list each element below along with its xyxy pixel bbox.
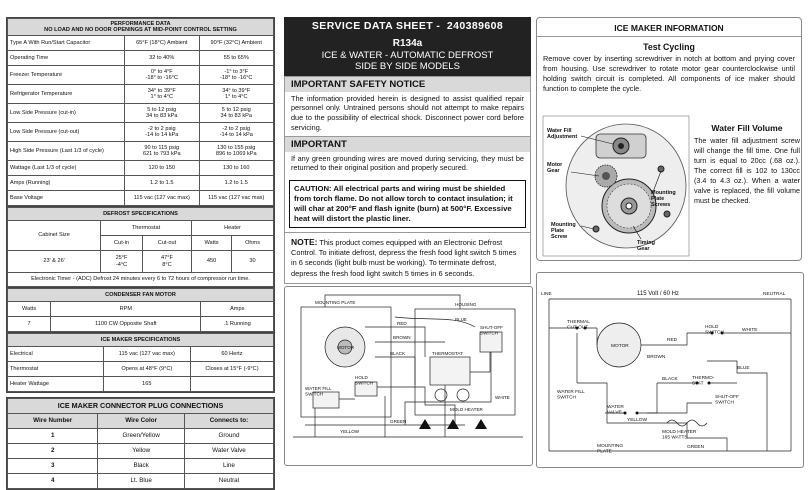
performance-row	[8, 85, 274, 104]
wire-number: 3	[8, 459, 98, 474]
safety-text: The information provided herein is designed to assist qualified repair personnel only. Untrained persons should not attempt to make repairs due to the possibility of electrical shock. Disconnect power cord before servicing.	[291, 93, 524, 132]
schematic-label-white: WHITE	[742, 328, 758, 333]
connector-header: Wire Number	[8, 414, 98, 429]
wire-color: Black	[98, 459, 184, 474]
ice-maker-spec-row	[8, 347, 274, 362]
performance-data-table	[6, 17, 275, 207]
cut-out-value: 47°F 8°C	[142, 251, 191, 273]
ice-maker-spec-value: Opens at 48°F (9°C)	[103, 362, 190, 377]
important-text: If any green grounding wires are moved during servicing, they must be returned to their original position and properly secured.	[291, 153, 524, 173]
wiring-label-heater: MOLD HEATER	[450, 407, 483, 412]
wire-connects-to: Ground	[184, 429, 273, 444]
wiring-label-blue: BLUE	[455, 317, 468, 322]
performance-value-65f: 120 to 150	[125, 161, 199, 176]
water-fill-volume-text: The water fill adjustment screw will change the fill time. One full turn is equal to 20cc (.68 oz.). The correct fill is 102 to 130cc (3.4 to 4.3 oz.). When a water valve is replaced, the fill volume must be checked.	[694, 136, 800, 205]
wire-connects-to: Line	[184, 459, 273, 474]
wiring-label-thermostat: THERMOSTAT	[432, 351, 463, 356]
schematic-label-motor: MOTOR	[611, 344, 629, 349]
left-column	[6, 17, 275, 490]
performance-row	[8, 123, 274, 142]
ice-maker-spec-value: Closes at 15°F (-9°C)	[190, 362, 273, 377]
performance-value-65f: 32 to 40%	[125, 51, 199, 66]
performance-row	[8, 66, 274, 85]
wire-color: Green/Yellow	[98, 429, 184, 444]
performance-label: Low Side Pressure (cut-out)	[8, 123, 125, 142]
watts-value: 450	[191, 251, 231, 273]
schematic-title: 115 Volt / 60 Hz	[637, 291, 679, 297]
condenser-header: Watts	[8, 302, 51, 317]
middle-column	[284, 0, 531, 284]
model-banner: R134a ICE & WATER - AUTOMATIC DEFROST SIDE BY SIDE MODELS	[284, 34, 531, 76]
performance-label: High Side Pressure (Last 1/3 of cycle)	[8, 142, 125, 161]
performance-title: PERFORMANCE DATA NO LOAD AND NO DOOR OPENINGS AT MID-POINT CONTROL SETTING	[8, 19, 274, 36]
schematic-diagram	[536, 272, 804, 468]
cut-out-header: Cut-out	[142, 236, 191, 251]
connector-header: Connects to:	[184, 414, 273, 429]
ice-maker-spec-label: Electrical	[8, 347, 104, 362]
performance-label: Wattage (Last 1/3 of cycle)	[8, 161, 125, 176]
ice-maker-info-title: ICE MAKER INFORMATION	[537, 18, 801, 37]
performance-value-90f: 130 to 155 psig 896 to 1069 kPa	[199, 142, 273, 161]
thermostat-header: Thermostat	[101, 221, 192, 236]
wire-number: 2	[8, 444, 98, 459]
wire-connects-to: Neutral	[184, 474, 273, 489]
schematic-label-shutoff: SHUT-OFF SWITCH	[715, 395, 739, 406]
performance-label: Refrigerator Temperature	[8, 85, 125, 104]
wiring-label-brown: BROWN	[393, 335, 411, 340]
ice-maker-spec-value	[190, 377, 273, 392]
performance-value-65f: 0° to 4°F -18° to -16°C	[125, 66, 199, 85]
wire-connects-to: Water Valve	[184, 444, 273, 459]
performance-row	[8, 161, 274, 176]
schematic-label-red: RED	[667, 338, 678, 343]
service-data-title: SERVICE DATA SHEET - 240389608	[284, 17, 531, 34]
performance-value-65f: 34° to 39°F 1° to 4°C	[125, 85, 199, 104]
schematic-label-black: BLACK	[662, 377, 678, 382]
cut-in-header: Cut-in	[101, 236, 143, 251]
safety-title: IMPORTANT SAFETY NOTICE	[285, 76, 530, 92]
performance-label: Type A With Run/Start Capacitor	[8, 36, 125, 51]
performance-value-65f: 90 to 115 psig 621 to 793 kPa	[125, 142, 199, 161]
callout-timing-gear: Timing Gear	[637, 240, 655, 252]
defrost-timer-note: Electronic Timer - (ADC) Defrost 24 minutes every 6 to 72 hours of compressor run time.	[8, 273, 274, 287]
callout-motor-gear: Motor Gear	[547, 162, 563, 174]
defrost-specs-table	[6, 207, 275, 288]
ice-maker-spec-value: 60 Hertz	[190, 347, 273, 362]
cut-in-value: 25°F -4°C	[101, 251, 143, 273]
wiring-label-white: WHITE	[495, 395, 510, 400]
defrost-title: DEFROST SPECIFICATIONS	[8, 208, 274, 221]
performance-row	[8, 51, 274, 66]
ice-maker-spec-label: Thermostat	[8, 362, 104, 377]
cabinet-size-value: 23' & 26'	[8, 251, 101, 273]
water-fill-volume-section	[694, 123, 800, 206]
ice-maker-spec-value: 165	[103, 377, 190, 392]
schematic-label-line: LINE	[541, 292, 552, 297]
wiring-label-red: RED	[397, 321, 407, 326]
connector-row	[8, 429, 274, 444]
connector-row	[8, 444, 274, 459]
ice-maker-spec-row	[8, 377, 274, 392]
schematic-label-blue: BLUE	[737, 366, 750, 371]
ice-maker-spec-label: Heater Wattage	[8, 377, 104, 392]
condenser-value: 1100 CW Opposite Shaft	[51, 317, 201, 332]
test-cycling-text: Remove cover by inserting screwdriver in notch at bottom and prying cover from housing. Use screwdriver to rotate motor gear counterclockwise until holding switch circuit is completed. All components of ice maker should function to complete the cycle.	[543, 54, 795, 93]
schematic-label-plate: MOUNTING PLATE	[597, 444, 624, 455]
performance-label: Base Voltage	[8, 191, 125, 206]
wiring-label-motor: MOTOR	[337, 345, 355, 350]
ice-maker-spec-value: 115 vac (127 vac max)	[103, 347, 190, 362]
wiring-label-shutoff: SHUT-OFF SWITCH	[480, 325, 503, 336]
right-column	[536, 0, 802, 261]
caution-box: CAUTION: All electrical parts and wiring must be shielded from torch flame. Do not allow torch to contact insulation; it will char at 200°F and flash ignite (burn) at 500°F. Excessive heat will distort the plastic liner.	[289, 180, 526, 228]
condenser-title: CONDENSER FAN MOTOR	[8, 289, 274, 302]
performance-row	[8, 36, 274, 51]
test-cycling-title: Test Cycling	[643, 42, 695, 52]
schematic-label-valve: WATER VALVE	[607, 405, 624, 416]
schematic-label-heater: MOLD HEATER 165 WATTS	[662, 430, 697, 441]
ice-maker-gear-illustration	[541, 114, 691, 258]
performance-value-90f: 90°F (32°C) Ambient	[199, 36, 273, 51]
note-box: NOTE: This product comes equipped with an Electronic Defrost Control. To initiate defrost, depress the fresh food light switch 5 times in 6 seconds (light bulb must be working). To terminate defrost, depress the fresh food light switch 5 times in 6 seconds.	[285, 232, 530, 282]
connector-plug-table	[6, 397, 275, 490]
wiring-label-plate: MOUNTING PLATE	[315, 300, 356, 305]
ice-maker-spec-row	[8, 362, 274, 377]
cabinet-size-label: Cabinet Size	[8, 221, 101, 251]
performance-label: Freezer Temperature	[8, 66, 125, 85]
connector-title: ICE MAKER CONNECTOR PLUG CONNECTIONS	[8, 399, 274, 414]
wire-color: Lt. Blue	[98, 474, 184, 489]
schematic-label-yellow: YELLOW	[627, 418, 647, 423]
performance-row	[8, 191, 274, 206]
schematic-label-brown: BROWN	[647, 355, 666, 360]
performance-row	[8, 104, 274, 123]
performance-value-65f: 65°F (18°C) Ambient	[125, 36, 199, 51]
performance-value-90f: 130 to 160	[199, 161, 273, 176]
heater-header: Heater	[191, 221, 273, 236]
wiring-label-black: BLACK	[390, 351, 406, 356]
ice-maker-specs-table	[6, 333, 275, 393]
ohms-header: Ohms	[232, 236, 274, 251]
performance-value-90f: 115 vac (127 vac max)	[199, 191, 273, 206]
water-fill-volume-title: Water Fill Volume	[711, 123, 783, 133]
performance-value-65f: 5 to 12 psig 34 to 83 kPa	[125, 104, 199, 123]
condenser-value: .1 Running	[201, 317, 274, 332]
watts-header: Watts	[191, 236, 231, 251]
callout-fill-adjustment: Water Fill Adjustment	[547, 128, 578, 140]
connector-header: Wire Color	[98, 414, 184, 429]
performance-value-90f: -1° to 3°F -18° to -16°C	[199, 66, 273, 85]
callout-plate-screws: Mounting Plate Screws	[651, 190, 676, 208]
schematic-label-thermal: THERMAL CUT OUT	[567, 320, 590, 331]
performance-value-65f: 1.2 to 1.5	[125, 176, 199, 191]
wire-number: 4	[8, 474, 98, 489]
performance-value-90f: 34° to 39°F 1° to 4°C	[199, 85, 273, 104]
wiring-label-fill: WATER FILL SWITCH	[305, 386, 332, 397]
schematic-label-hold: HOLD SWITCH	[705, 325, 724, 336]
performance-value-65f: -2 to 2 psig -14 to 14 kPa	[125, 123, 199, 142]
wiring-diagram	[284, 286, 533, 466]
performance-value-90f: 5 to 12 psig 34 to 83 kPa	[199, 104, 273, 123]
schematic-label-thermostat: THERMO-STAT	[692, 376, 715, 387]
condenser-header: Amps	[201, 302, 274, 317]
condenser-header: RPM	[51, 302, 201, 317]
wiring-label-housing: HOUSING	[455, 302, 477, 307]
performance-label: Amps (Running)	[8, 176, 125, 191]
schematic-label-neutral: NEUTRAL	[763, 292, 786, 297]
wiring-label-yellow: YELLOW	[340, 429, 360, 434]
wiring-label-green: GREEN	[390, 419, 407, 424]
condenser-value: 7	[8, 317, 51, 332]
performance-value-90f: 55 to 65%	[199, 51, 273, 66]
ice-maker-info-box	[536, 17, 802, 261]
schematic-label-fill: WATER FILL SWITCH	[557, 390, 585, 401]
important-title: IMPORTANT	[285, 136, 530, 152]
callout-plate-screw: Mounting Plate Screw	[551, 222, 576, 240]
wiring-label-hold: HOLD SWITCH	[355, 375, 374, 386]
wire-color: Yellow	[98, 444, 184, 459]
performance-row	[8, 176, 274, 191]
performance-label: Low Side Pressure (cut-in)	[8, 104, 125, 123]
timing-gear	[602, 179, 656, 233]
ohms-value: 30	[232, 251, 274, 273]
performance-value-65f: 115 vac (127 vac max)	[125, 191, 199, 206]
connector-row	[8, 474, 274, 489]
performance-label: Operating Time	[8, 51, 125, 66]
condenser-fan-table	[6, 288, 275, 333]
performance-row	[8, 142, 274, 161]
schematic-label-green: GREEN	[687, 445, 705, 450]
wire-number: 1	[8, 429, 98, 444]
connector-row	[8, 459, 274, 474]
performance-value-90f: 1.2 to 1.5	[199, 176, 273, 191]
performance-value-90f: -2 to 2 psig -14 to 14 kPa	[199, 123, 273, 142]
ice-maker-specs-title: ICE MAKER SPECIFICATIONS	[8, 334, 274, 347]
